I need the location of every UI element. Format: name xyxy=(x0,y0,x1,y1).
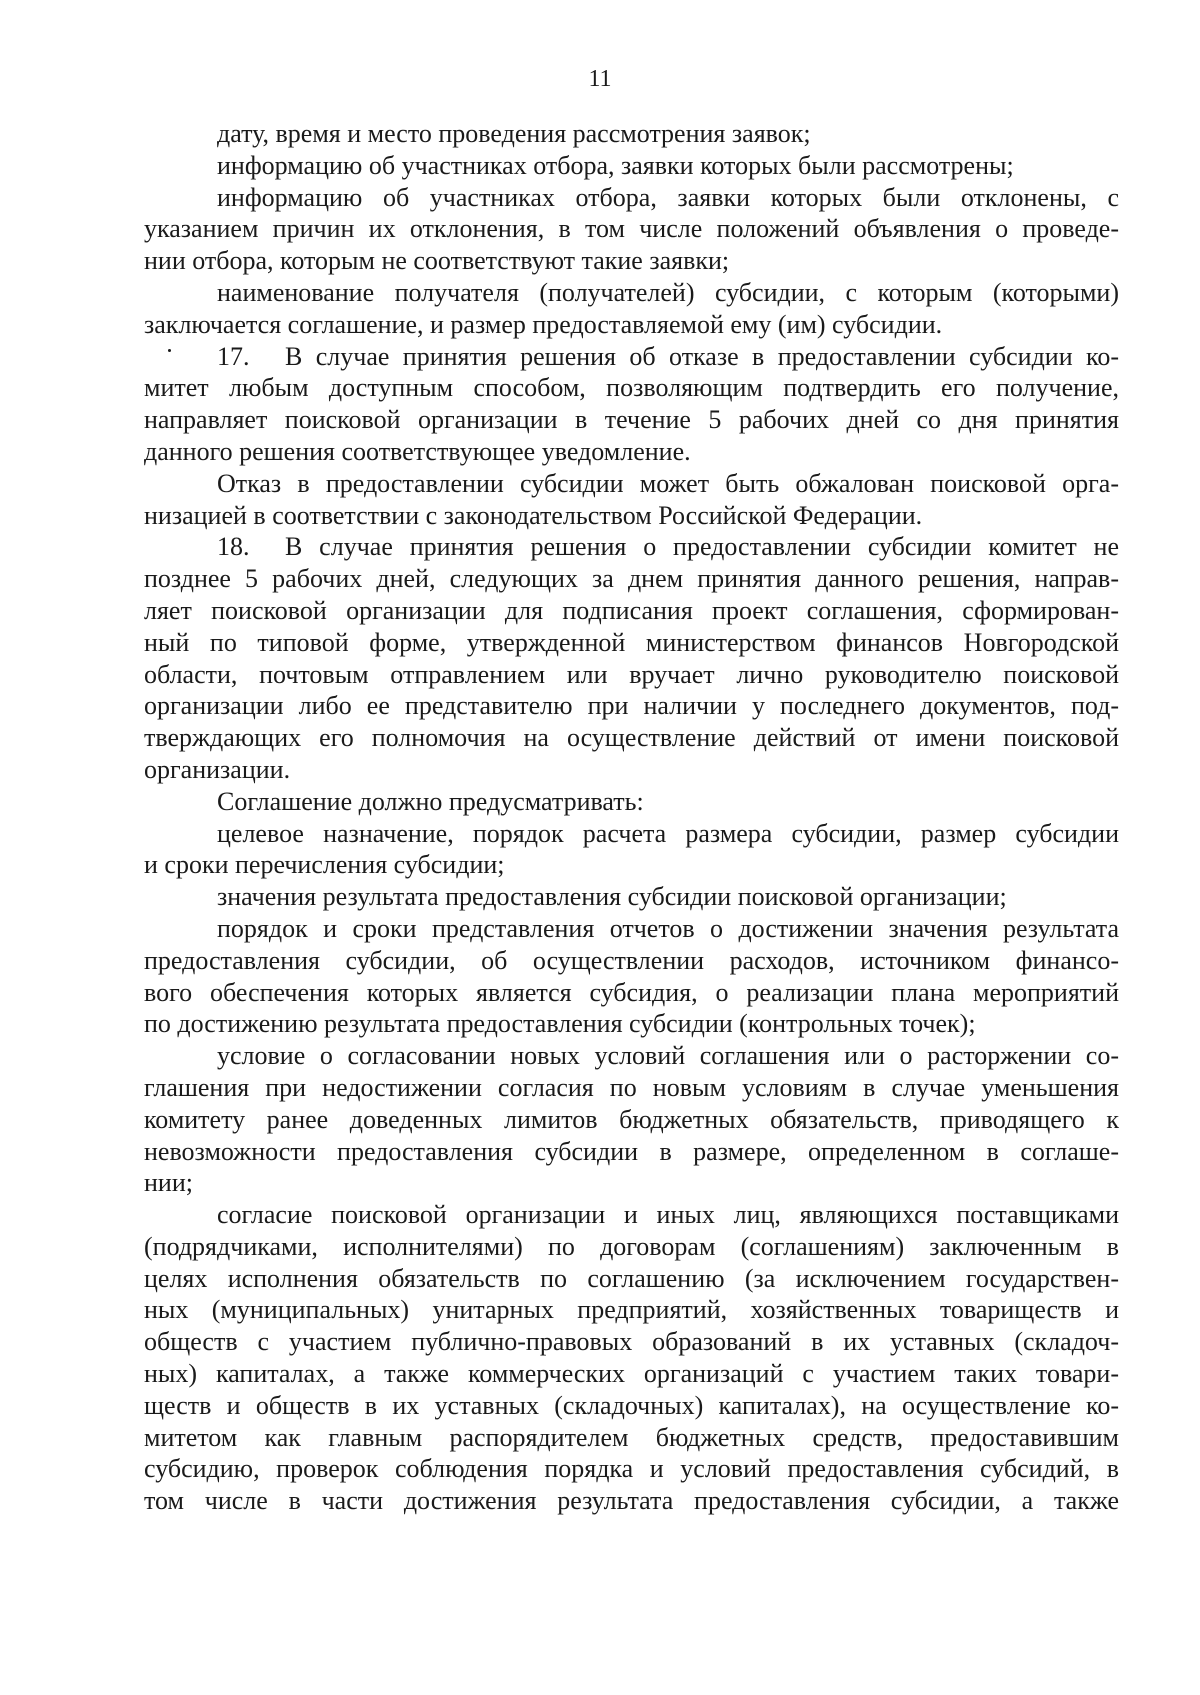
line-text: предоставления субсидии, об осуществлении расходов, источником финансо- xyxy=(144,945,1119,975)
line-text: низацией в соответствии с законодательством Российской Федерации. xyxy=(144,500,923,530)
line-text: дату, время и место проведения рассмотрения заявок; xyxy=(217,119,811,148)
text-line xyxy=(144,404,1119,436)
line-text: (подрядчиками, исполнителями) по договорам (соглашениям) заключенным в xyxy=(144,1231,1119,1261)
line-text: информацию об участниках отбора, заявки которых были рассмотрены; xyxy=(217,150,1014,180)
line-text: обществ с участием публично-правовых образований в их уставных (складоч- xyxy=(144,1327,1119,1357)
line-text: нии; xyxy=(144,1168,193,1198)
text-line xyxy=(144,1326,1119,1358)
text-line xyxy=(144,500,1119,532)
line-text: Соглашение должно предусматривать: xyxy=(217,786,644,816)
text-line xyxy=(144,881,1119,913)
text-line xyxy=(144,468,1119,500)
line-text: согласие поисковой организации и иных лиц, являющихся поставщиками xyxy=(217,1200,1119,1230)
line-text: данного решения соответствующее уведомление. xyxy=(144,436,691,466)
line-text: указанием причин их отклонения, в том числе положений объявления о проведе- xyxy=(144,214,1119,244)
text-line xyxy=(144,595,1119,627)
line-text: ных (муниципальных) унитарных предприятий, хозяйственных товариществ и xyxy=(144,1295,1119,1325)
text-line xyxy=(144,945,1119,977)
text-line xyxy=(144,1358,1119,1390)
line-text: Отказ в предоставлении субсидии может быть обжалован поисковой орга- xyxy=(217,468,1119,498)
text-line xyxy=(144,277,1119,309)
line-text: целевое назначение, порядок расчета размера субсидии, размер субсидии xyxy=(217,818,1119,848)
line-text: вого обеспечения которых является субсидия, о реализации плана мероприятий xyxy=(144,977,1119,1007)
text-line xyxy=(144,913,1119,945)
line-text: ный по типовой форме, утвержденной министерством финансов Новгородской xyxy=(144,627,1119,657)
line-text: В случае принятия решения об отказе в предоставлении субсидии ко- xyxy=(285,341,1119,371)
text-line xyxy=(144,182,1119,214)
text-line xyxy=(144,150,1119,182)
text-line xyxy=(144,786,1119,818)
clause-number: 17. xyxy=(217,341,250,371)
text-line xyxy=(144,1104,1119,1136)
line-text: митетом как главным распорядителем бюджетных средств, предоставившим xyxy=(144,1422,1119,1452)
line-text: глашения при недостижении согласия по новым условиям в случае уменьшения xyxy=(144,1072,1119,1102)
text-line xyxy=(144,977,1119,1009)
text-line xyxy=(144,341,1119,373)
line-text: В случае принятия решения о предоставлении субсидии комитет не xyxy=(285,532,1119,562)
line-text: комитету ранее доведенных лимитов бюджетных обязательств, приводящего к xyxy=(144,1104,1119,1134)
line-text: невозможности предоставления субсидии в размере, определенном в соглаше- xyxy=(144,1136,1119,1166)
text-line xyxy=(144,1199,1119,1231)
document-body xyxy=(144,118,1119,1517)
text-line xyxy=(144,659,1119,691)
line-text: наименование получателя (получателей) субсидии, с которым (которыми) xyxy=(217,277,1119,307)
text-line xyxy=(144,118,1119,150)
line-text: ных) капиталах, а также коммерческих организаций с участием таких товари- xyxy=(144,1359,1119,1389)
text-line xyxy=(144,213,1119,245)
line-text: целях исполнения обязательств по соглашению (за исключением государствен- xyxy=(144,1263,1119,1293)
line-text: ляет поисковой организации для подписания проект соглашения, сформирован- xyxy=(144,595,1119,625)
text-line xyxy=(144,1390,1119,1422)
text-line xyxy=(144,309,1119,341)
text-line xyxy=(144,1167,1119,1199)
line-text: и сроки перечисления субсидии; xyxy=(144,850,505,880)
line-text: нии отбора, которым не соответствуют такие заявки; xyxy=(144,246,730,276)
line-text: по достижению результата предоставления субсидии (контрольных точек); xyxy=(144,1009,976,1039)
text-line xyxy=(144,722,1119,754)
text-line xyxy=(144,245,1119,277)
line-text: заключается соглашение, и размер предоставляемой ему (им) субсидии. xyxy=(144,309,943,339)
line-text: области, почтовым отправлением или вручает лично руководителю поисковой xyxy=(144,659,1119,689)
text-line xyxy=(144,1136,1119,1168)
text-line xyxy=(144,1040,1119,1072)
line-text: ществ и обществ в их уставных (складочных) капиталах), на осуществление ко- xyxy=(144,1390,1119,1420)
line-text: направляет поисковой организации в течение 5 рабочих дней со дня принятия xyxy=(144,405,1119,435)
text-line xyxy=(144,1072,1119,1104)
text-line xyxy=(144,1422,1119,1454)
text-line xyxy=(144,1453,1119,1485)
text-line xyxy=(144,818,1119,850)
line-text: информацию об участниках отбора, заявки которых были отклонены, с xyxy=(217,182,1119,212)
line-text: субсидию, проверок соблюдения порядка и условий предоставления субсидий, в xyxy=(144,1454,1119,1484)
text-line xyxy=(144,563,1119,595)
text-line xyxy=(144,754,1119,786)
line-text: условие о согласовании новых условий соглашения или о расторжении со- xyxy=(217,1041,1119,1071)
line-text: позднее 5 рабочих дней, следующих за днем принятия данного решения, направ- xyxy=(144,564,1119,594)
line-text: значения результата предоставления субсидии поисковой организации; xyxy=(217,882,1007,912)
text-line xyxy=(144,1008,1119,1040)
text-line xyxy=(144,1231,1119,1263)
page-number: 11 xyxy=(588,66,612,92)
text-line xyxy=(144,436,1119,468)
text-line xyxy=(144,1263,1119,1295)
text-line xyxy=(144,531,1119,563)
text-line xyxy=(144,1485,1119,1517)
line-text: тверждающих его полномочия на осуществление действий от имени поисковой xyxy=(144,723,1119,753)
line-text: организации. xyxy=(144,754,291,784)
line-text: митет любым доступным способом, позволяющим подтвердить его получение, xyxy=(144,373,1119,403)
line-text: порядок и сроки представления отчетов о достижении значения результата xyxy=(217,913,1119,943)
clause-number: 18. xyxy=(217,532,250,562)
line-text: организации либо ее представителю при наличии у последнего документов, под- xyxy=(144,691,1119,721)
text-line xyxy=(144,849,1119,881)
text-line xyxy=(144,1294,1119,1326)
line-text: том числе в части достижения результата предоставления субсидии, а также xyxy=(144,1486,1119,1516)
text-line xyxy=(144,690,1119,722)
text-line xyxy=(144,627,1119,659)
text-line xyxy=(144,372,1119,404)
